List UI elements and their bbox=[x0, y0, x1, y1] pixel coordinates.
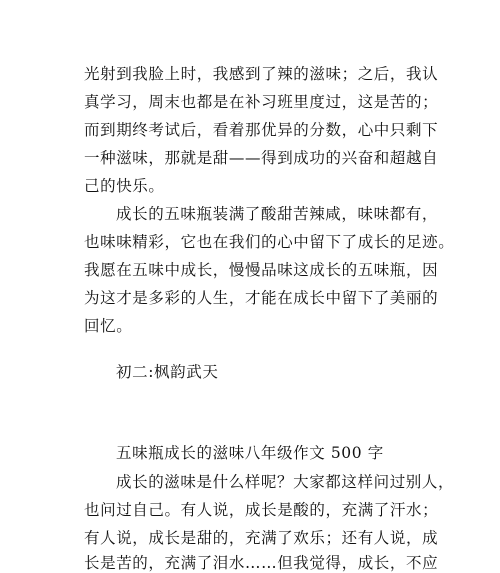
text-line: 成长的五味瓶装满了酸甜苦辣咸，味味都有， bbox=[116, 205, 439, 223]
text-line: 成长的滋味是什么样呢？大家都这样问过别人， bbox=[116, 473, 455, 491]
author-line: 初二:枫韵武天 bbox=[116, 363, 219, 381]
text-line: 回忆。 bbox=[84, 317, 133, 335]
text-line: 也问过自己。有人说，成长是酸的，充满了汗水； bbox=[84, 501, 439, 519]
text-line: 有人说，成长是甜的，充满了欢乐；还有人说，成 bbox=[84, 529, 439, 547]
text-line: 己的快乐。 bbox=[84, 177, 165, 195]
essay-title: 五味瓶成长的滋味八年级作文 500 字 bbox=[116, 444, 384, 462]
text-line: 一种滋味，那就是甜——得到成功的兴奋和超越自 bbox=[84, 149, 439, 167]
text-line: 我愿在五味中成长，慢慢品味这成长的五味瓶，因 bbox=[84, 261, 439, 279]
text-line: 而到期终考试后，看着那优异的分数，心中只剩下 bbox=[84, 121, 439, 139]
text-line: 光射到我脸上时，我感到了辣的滋味；之后，我认 bbox=[84, 65, 439, 83]
text-line: 长是苦的，充满了泪水……但我觉得，成长，不应 bbox=[84, 554, 439, 572]
text-line: 为这才是多彩的人生，才能在成长中留下了美丽的 bbox=[84, 289, 439, 307]
text-line: 真学习，周末也都是在补习班里度过，这是苦的； bbox=[84, 93, 439, 111]
text-line: 也味味精彩，它也在我们的心中留下了成长的足迹。 bbox=[84, 233, 455, 251]
